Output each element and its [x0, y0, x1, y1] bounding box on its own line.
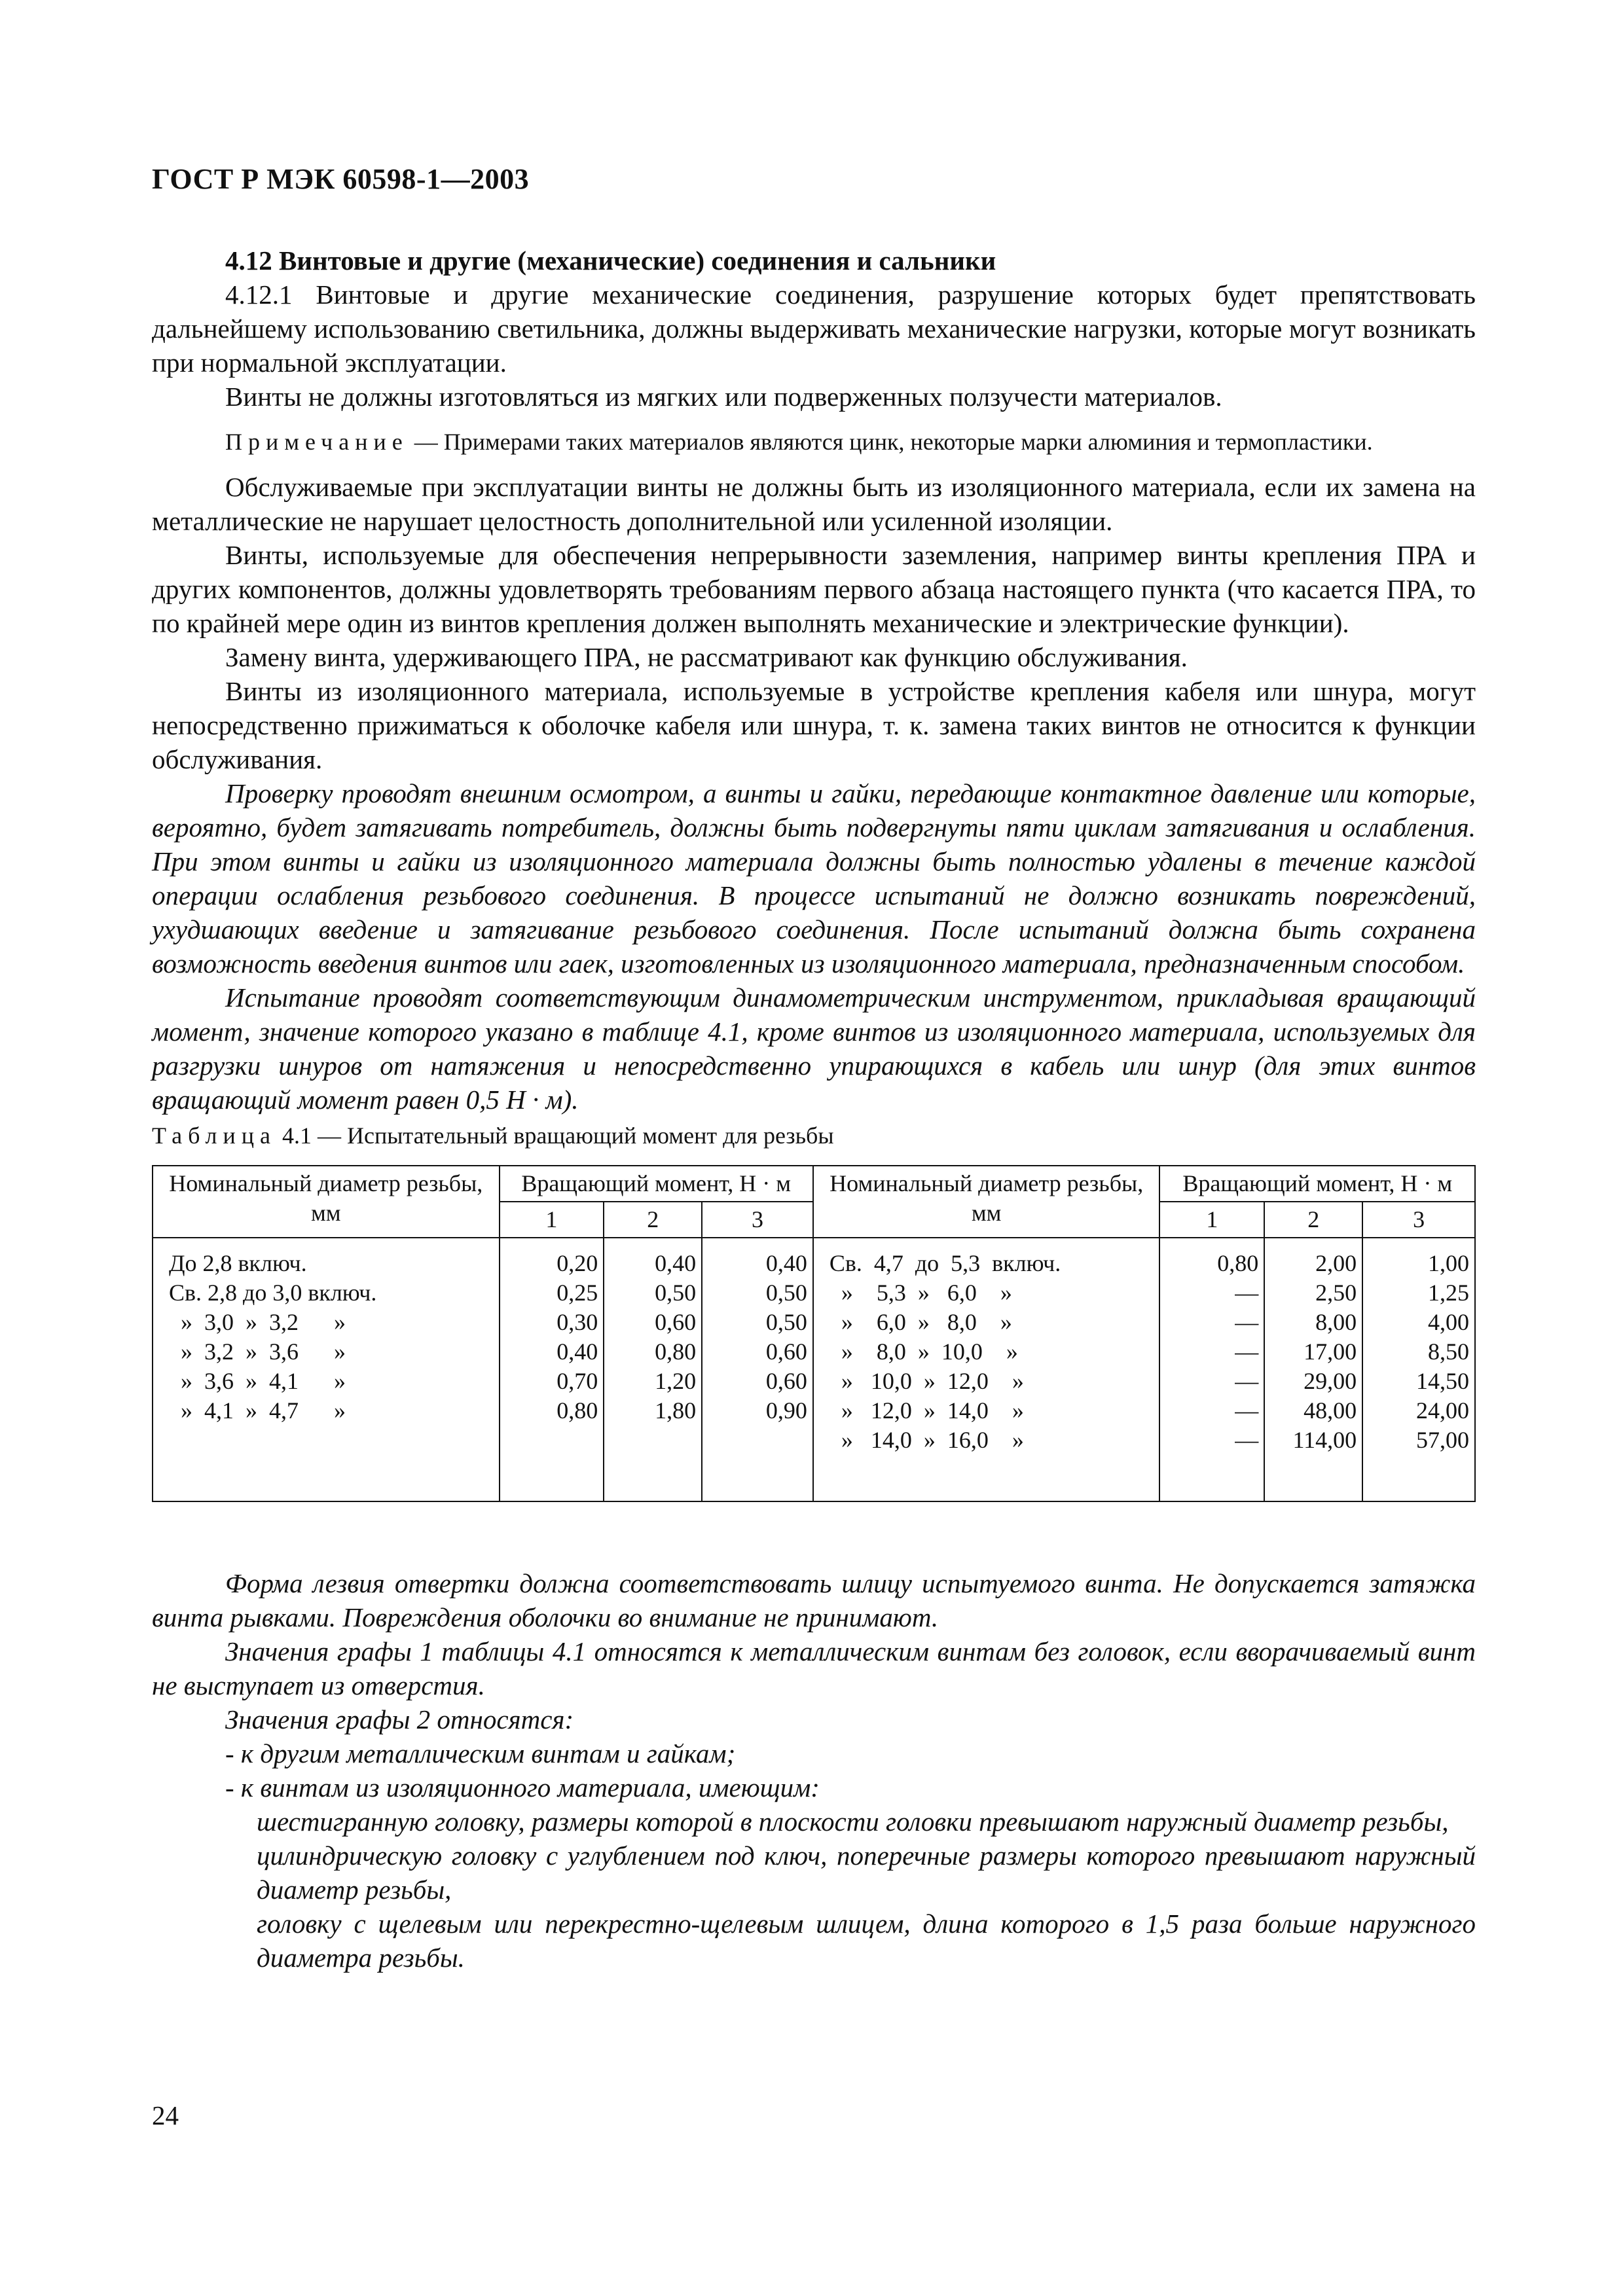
table-cell: —	[1235, 1427, 1259, 1453]
table-cell: До 2,8 включ.	[169, 1250, 307, 1276]
table-cell: 0,70	[556, 1368, 598, 1394]
paragraph: Значения графы 1 таблицы 4.1 относятся к металлическим винтам без головок, если вворачиваемый винт не выступает из отверстия.	[152, 1636, 1476, 1700]
paragraph: Замену винта, удерживающего ПРА, не рассматривают как функцию обслуживания.	[225, 642, 1188, 672]
table-cell: » 10,0 » 12,0 »	[829, 1368, 1024, 1394]
table-cell: 0,50	[765, 1280, 807, 1306]
table-cell: 0,25	[556, 1280, 598, 1306]
note	[152, 427, 1476, 457]
header-col-1: 1	[500, 1202, 604, 1238]
paragraph: Форма лезвия отвертки должна соответствовать шлицу испытуемого винта. Не допускается затяжка винта рывками. Повреждения оболочки во внимание не принимают.	[152, 1568, 1476, 1632]
table-caption-label: Таблица	[152, 1122, 276, 1149]
standard-header: ГОСТ Р МЭК 60598-1—2003	[152, 163, 530, 195]
header-col-3: 3	[702, 1202, 813, 1238]
table-cell: 0,60	[765, 1368, 807, 1394]
torque-column-1	[500, 1238, 604, 1501]
header-col-2: 2	[604, 1202, 702, 1238]
header-col-2: 2	[1264, 1202, 1362, 1238]
table-cell: —	[1235, 1397, 1259, 1424]
sub-list-item: головку с щелевым или перекрестно-щелевым шлицем, длина которого в 1,5 раза больше наружного диаметра резьбы.	[257, 1909, 1476, 1973]
section-title: 4.12 Винтовые и другие (механические) соединения и сальники	[225, 245, 996, 276]
table-cell: Св. 2,8 до 3,0 включ.	[169, 1280, 377, 1306]
header-col-3: 3	[1362, 1202, 1475, 1238]
table-cell: 0,90	[765, 1397, 807, 1424]
table-cell: 57,00	[1416, 1427, 1469, 1453]
table-cell: 17,00	[1304, 1338, 1357, 1365]
after-table-section	[152, 1566, 1476, 1975]
table-cell: 1,25	[1428, 1280, 1469, 1306]
header-diameter: Номинальный диаметр резьбы, мм	[813, 1166, 1160, 1238]
table-cell: —	[1235, 1338, 1259, 1365]
table-cell: 0,80	[1217, 1250, 1259, 1276]
table-cell: 0,60	[765, 1338, 807, 1365]
table-cell: » 4,1 » 4,7 »	[169, 1397, 346, 1424]
paragraph: Винты из изоляционного материала, используемые в устройстве крепления кабеля или шнура, могут непосредственно прижиматься к оболочке кабеля или шнура, т. к. замена таких винтов не относится к функции обслуживания.	[152, 676, 1476, 774]
table-cell: 1,80	[655, 1397, 697, 1424]
table-cell: —	[1235, 1280, 1259, 1306]
diameter-column	[153, 1238, 500, 1501]
table-cell: » 3,0 » 3,2 »	[169, 1309, 346, 1335]
table-cell: » 6,0 » 8,0 »	[829, 1309, 1012, 1335]
list-item: - к винтам из изоляционного материала, имеющим:	[225, 1772, 820, 1803]
torque-column-3	[702, 1238, 813, 1501]
note-label: Примечание	[225, 429, 409, 455]
table-caption	[152, 1121, 1476, 1151]
table-cell: 0,60	[655, 1309, 697, 1335]
table-cell: 4,00	[1428, 1309, 1469, 1335]
table-cell: » 12,0 » 14,0 »	[829, 1397, 1024, 1424]
torque-column-1	[1159, 1238, 1264, 1501]
test-procedure-paragraph: Испытание проводят соответствующим динамометрическим инструментом, прикладывая вращающий момент, значение которого указано в таблице 4.1, кроме винтов из изоляционного материала, используемых для разгрузки шнуров от натяжения и непосредственно упирающихся в кабель или шнур (для этих винтов вращающий момент равен 0,5 Н · м).	[152, 982, 1476, 1115]
header-torque: Вращающий момент, Н · м	[1159, 1166, 1475, 1202]
header-diameter: Номинальный диаметр резьбы, мм	[153, 1166, 500, 1238]
table-cell: 24,00	[1416, 1397, 1469, 1424]
header-col-1: 1	[1159, 1202, 1264, 1238]
table-cell: 0,40	[655, 1250, 697, 1276]
table-cell: 8,00	[1315, 1309, 1357, 1335]
table-cell: 29,00	[1304, 1368, 1357, 1394]
diameter-column	[813, 1238, 1160, 1501]
table-cell: 0,40	[556, 1338, 598, 1365]
table-cell: Св. 4,7 до 5,3 включ.	[829, 1250, 1061, 1276]
header-torque: Вращающий момент, Н · м	[500, 1166, 813, 1202]
table-cell: 0,50	[765, 1309, 807, 1335]
torque-table	[152, 1165, 1476, 1502]
torque-column-3	[1362, 1238, 1475, 1501]
table-cell: » 14,0 » 16,0 »	[829, 1427, 1024, 1453]
table-caption-text: 4.1 — Испытательный вращающий момент для резьбы	[276, 1122, 834, 1149]
torque-column-2	[1264, 1238, 1362, 1501]
table-cell: 8,50	[1428, 1338, 1469, 1365]
table-cell: —	[1235, 1368, 1259, 1394]
table-cell: 114,00	[1292, 1427, 1357, 1453]
paragraph: Винты не должны изготовляться из мягких или подверженных ползучести материалов.	[225, 382, 1222, 412]
table-cell: 2,00	[1315, 1250, 1357, 1276]
paragraph: Винты, используемые для обеспечения непрерывности заземления, например винты крепления ПРА и других компонентов, должны удовлетворять требованиям первого абзаца настоящего пункта (что касается ПРА, то по крайней мере один из винтов крепления должен выполнять механические и электрические функции).	[152, 540, 1476, 638]
table-cell: 0,50	[655, 1280, 697, 1306]
table-cell: 0,20	[556, 1250, 598, 1276]
test-procedure-paragraph: Проверку проводят внешним осмотром, а винты и гайки, передающие контактное давление или которые, вероятно, будет затягивать потребитель, должны быть подвергнуты пяти циклам затягивания и ослабления. При этом винты и гайки из изоляционного материала должны быть полностью удалены в течение каждой операции ослабления резьбового соединения. В процессе испытаний не должно возникать повреждений, ухудшающих введение и затягивание резьбового соединения. После испытаний должна быть сохранена возможность введения винтов или гаек, изготовленных из изоляционного материала, предназначенным способом.	[152, 778, 1476, 978]
sub-list-item: шестигранную головку, размеры которой в плоскости головки превышают наружный диаметр резьбы,	[257, 1806, 1449, 1837]
page-number: 24	[152, 2100, 179, 2130]
table-cell: 0,40	[765, 1250, 807, 1276]
sub-list-item: цилиндрическую головку с углублением под ключ, поперечные размеры которого превышают наружный диаметр резьбы,	[257, 1840, 1476, 1905]
note-text: — Примерами таких материалов являются цинк, некоторые марки алюминия и термопластики.	[408, 429, 1373, 455]
paragraph: 4.12.1 Винтовые и другие механические соединения, разрушение которых будет препятствовать дальнейшему использованию светильника, должны выдерживать механические нагрузки, которые могут возникать при нормальной эксплуатации.	[152, 279, 1476, 378]
table-cell: 14,50	[1416, 1368, 1469, 1394]
table-cell: » 3,6 » 4,1 »	[169, 1368, 346, 1394]
table-cell: » 5,3 » 6,0 »	[829, 1280, 1012, 1306]
paragraph: Значения графы 2 относятся:	[225, 1704, 574, 1734]
table-cell: 1,00	[1428, 1250, 1469, 1276]
table-cell: » 8,0 » 10,0 »	[829, 1338, 1018, 1365]
table-cell: » 3,2 » 3,6 »	[169, 1338, 346, 1365]
torque-column-2	[604, 1238, 702, 1501]
table-cell: 1,20	[655, 1368, 697, 1394]
paragraph: Обслуживаемые при эксплуатации винты не должны быть из изоляционного материала, если их замена на металлические не нарушает целостность дополнительной или усиленной изоляции.	[152, 472, 1476, 536]
list-item: - к другим металлическим винтам и гайкам;	[225, 1738, 736, 1768]
table-cell: 48,00	[1304, 1397, 1357, 1424]
table-cell: 2,50	[1315, 1280, 1357, 1306]
table-cell: —	[1235, 1309, 1259, 1335]
document-body	[152, 243, 1476, 1975]
table-cell: 0,30	[556, 1309, 598, 1335]
table-cell: 0,80	[655, 1338, 697, 1365]
table-cell: 0,80	[556, 1397, 598, 1424]
